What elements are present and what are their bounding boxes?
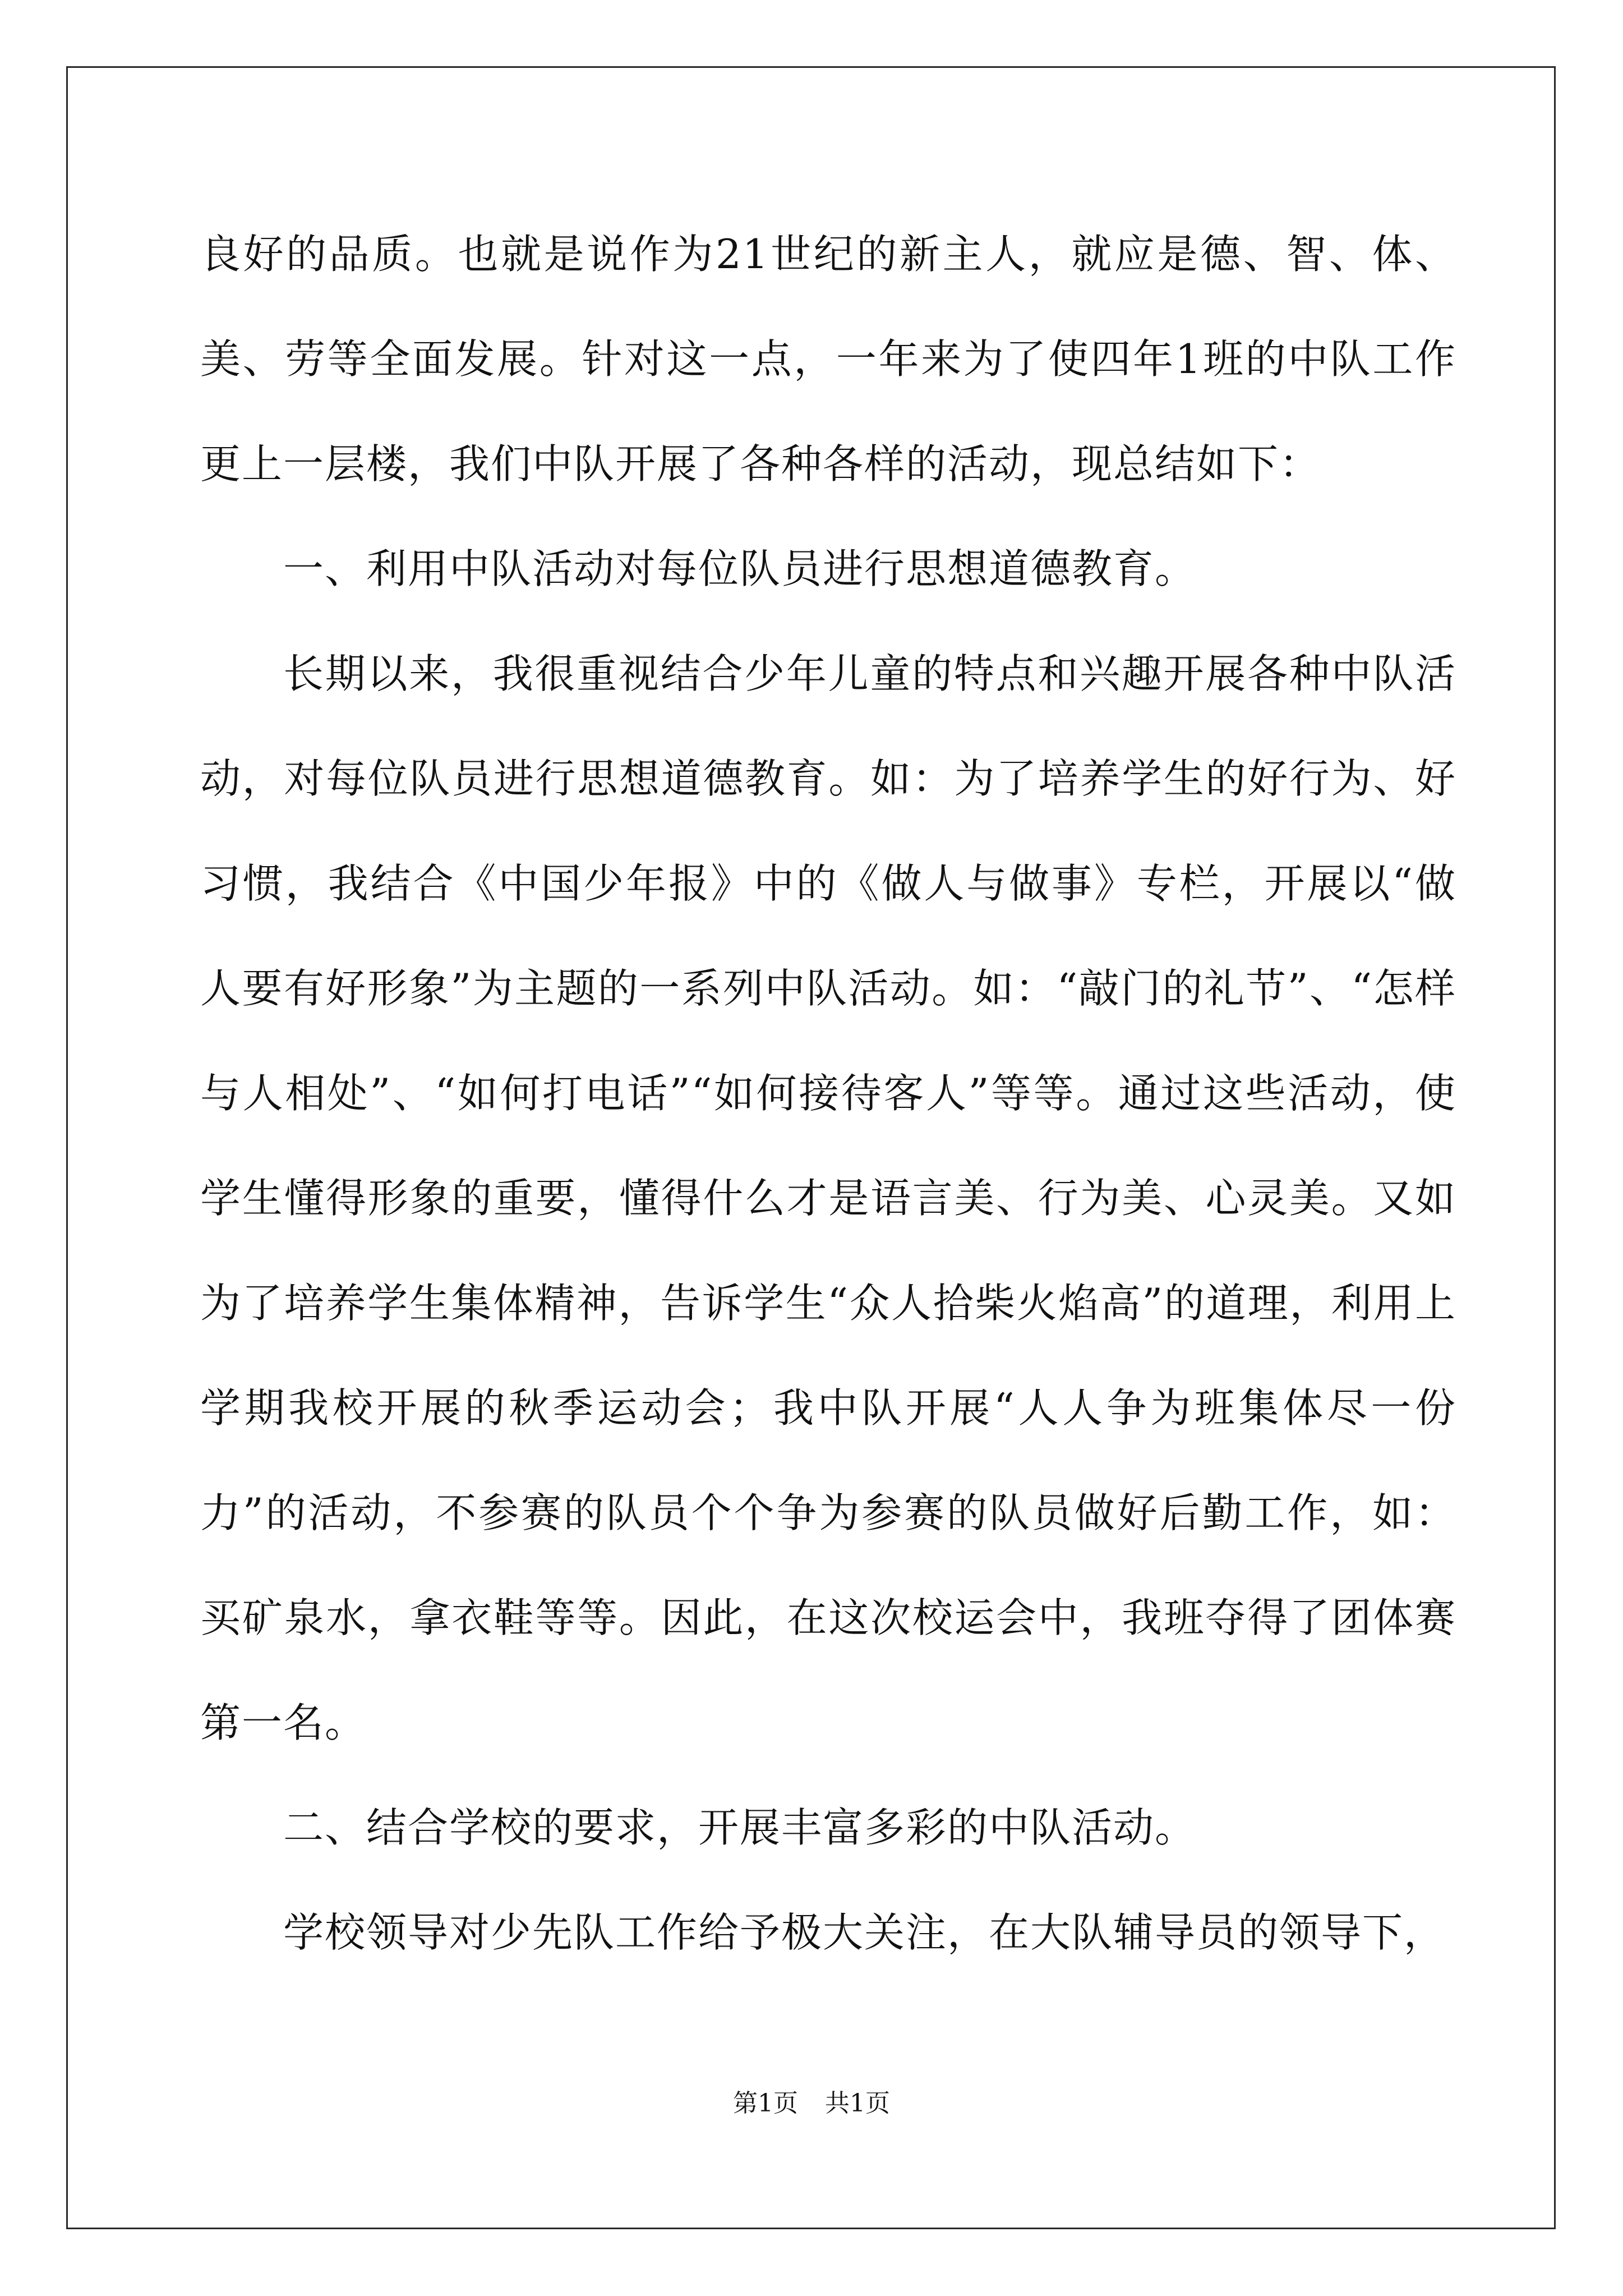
section-heading-2: 二、结合学校的要求，开展丰富多彩的中队活动。 [283, 1804, 1197, 1851]
document-body [200, 202, 1456, 1985]
paragraph-intro: 良好的品质。也就是说作为21世纪的新主人，就应是德、智、体、美、劳等全面发展。针对这一点，一年来为了使四年1班的中队工作更上一层楼，我们中队开展了各种各样的活动，现总结如下： [200, 231, 1456, 487]
paragraph-section-2: 学校领导对少先队工作给予极大关注，在大队辅导员的领导下， [283, 1909, 1446, 1956]
page-footer [0, 2087, 1623, 2120]
page-total: 共1页 [825, 2089, 890, 2118]
page-number: 第1页 [733, 2089, 798, 2118]
paragraph-section-1: 长期以来，我很重视结合少年儿童的特点和兴趣开展各种中队活动，对每位队员进行思想道德教育。如：为了培养学生的好行为、好习惯，我结合《中国少年报》中的《做人与做事》专栏，开展以“做人要有好形象”为主题的一系列中队活动。如：“敲门的礼节”、“怎样与人相处”、“如何打电话”“如何接待客人”等等。通过这些活动，使学生懂得形象的重要，懂得什么才是语言美、行为美、心灵美。又如为了培养学生集体精神，告诉学生“众人拾柴火焰高”的道理，利用上学期我校开展的秋季运动会；我中队开展“人人争为班集体尽一份力”的活动，不参赛的队员个个争为参赛的队员做好后勤工作，如：买矿泉水，拿衣鞋等等。因此，在这次校运会中，我班夺得了团体赛第一名。 [200, 650, 1456, 1746]
section-heading-1: 一、利用中队活动对每位队员进行思想道德教育。 [283, 545, 1197, 592]
